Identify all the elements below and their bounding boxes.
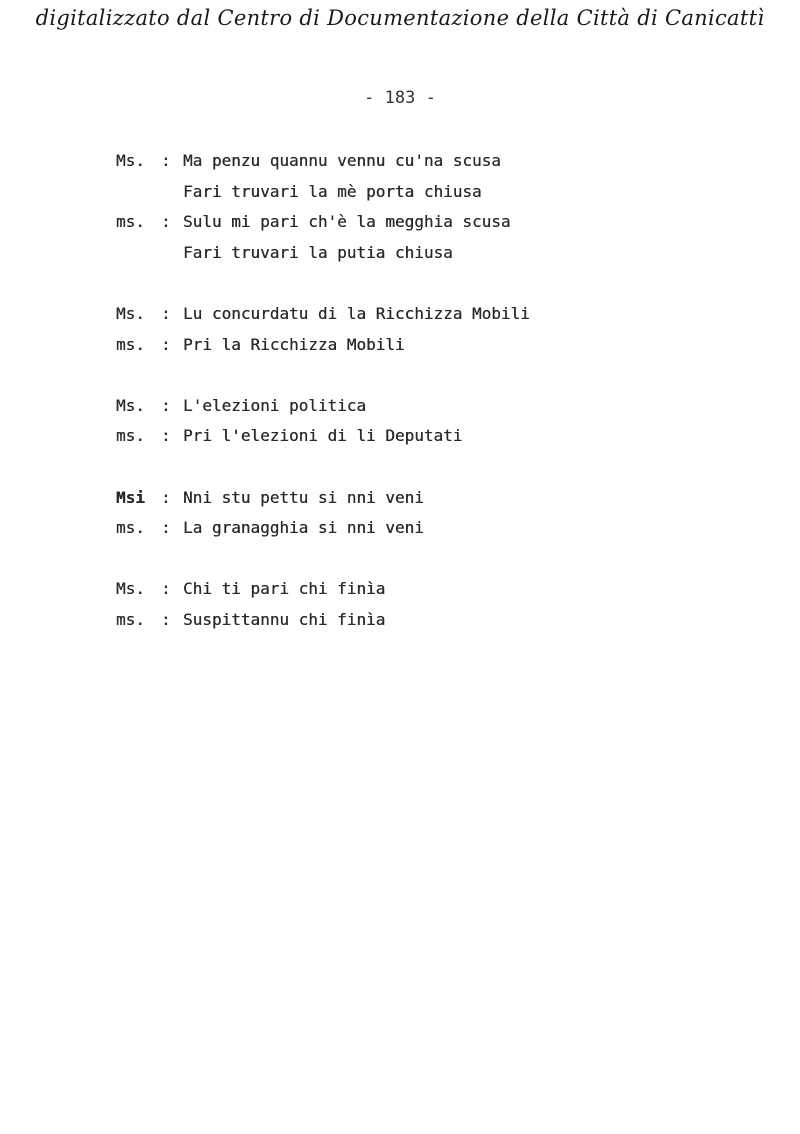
line-text: Fari truvari la putia chiusa [183,242,453,262]
line-text: Nni stu pettu si nni veni [183,487,424,507]
line-text: Pri la Ricchizza Mobili [183,334,405,354]
dialogue-line [116,207,736,238]
speaker-label: ms. [116,334,145,354]
separator: : [161,212,171,232]
line-text: Sulu mi pari ch'è la megghia scusa [183,212,511,232]
separator: : [161,579,171,599]
separator: : [161,609,171,629]
line-text: Pri l'elezioni di li Deputati [183,426,463,446]
speaker-label: ms. [116,518,145,538]
dialogue-line [116,238,736,269]
separator: : [161,426,171,446]
dialogue-text-block [116,146,736,636]
speaker-label: Ms. [116,579,145,599]
dialogue-line [116,605,736,636]
dialogue-line [116,483,736,514]
dialogue-line [116,421,736,452]
speaker-label: ms. [116,212,145,232]
stanza-gap [116,452,736,483]
dialogue-line [116,574,736,605]
dialogue-line [116,513,736,544]
separator: : [161,487,171,507]
line-text: Chi ti pari chi finìa [183,579,386,599]
speaker-label: ms. [116,609,145,629]
separator: : [161,303,171,323]
speaker-label: Ms. [116,303,145,323]
speaker-label: Msi [116,487,145,507]
line-text: Suspittannu chi finìa [183,609,386,629]
dialogue-line [116,177,736,208]
page-number: - 183 - [364,88,436,108]
dialogue-line [116,146,736,177]
stanza-gap [116,268,736,299]
separator: : [161,395,171,415]
line-text: Fari truvari la mè porta chiusa [183,181,482,201]
line-text: Lu concurdatu di la Ricchizza Mobili [183,303,530,323]
stanza-gap [116,360,736,391]
speaker-label: ms. [116,426,145,446]
separator: : [161,151,171,170]
dialogue-line [116,391,736,422]
line-text: La granagghia si nni veni [183,518,424,538]
separator: : [161,518,171,538]
dialogue-line [116,299,736,330]
speaker-label: Ms. [116,151,145,170]
separator: : [161,334,171,354]
line-text: Ma penzu quannu vennu cu'na scusa [183,151,501,170]
dialogue-line [116,330,736,361]
stanza-gap [116,544,736,575]
speaker-label: Ms. [116,395,145,415]
digitization-watermark: digitalizzato dal Centro di Documentazione della Città di Canicattì [35,6,765,30]
line-text: L'elezioni politica [183,395,367,415]
